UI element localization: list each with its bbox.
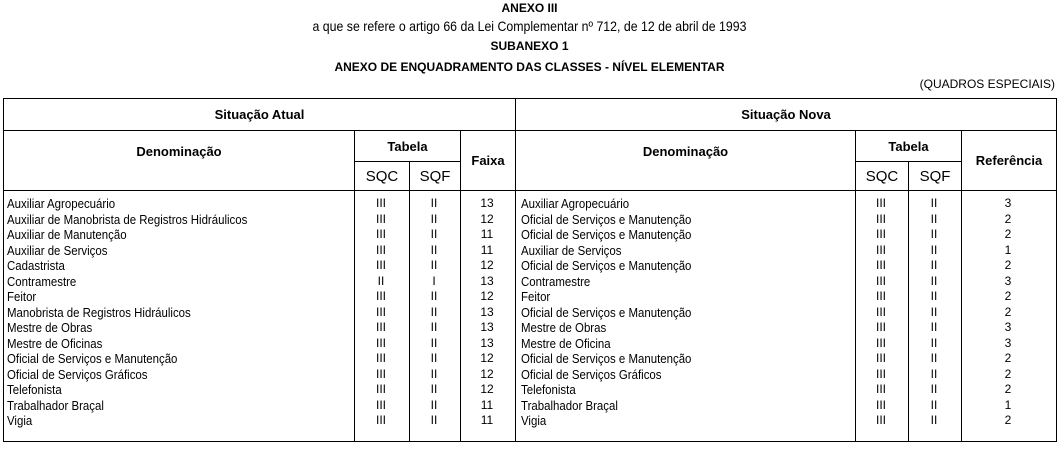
table-cell-nova: Oficial de Serviços e Manutenção bbox=[521, 304, 692, 320]
table-cell-nova: Oficial de Serviços e Manutenção bbox=[521, 351, 692, 366]
table-cell-atual: Telefonista bbox=[7, 382, 62, 397]
table-cell-faixa: 11 bbox=[480, 242, 494, 257]
table-cell-ref: 2 bbox=[1004, 351, 1012, 365]
header-situacao-nova: Situação Nova bbox=[741, 107, 831, 122]
table-cell-nsqc: III bbox=[875, 289, 886, 303]
header-denominacao-atual: Denominação bbox=[136, 143, 222, 159]
table-cell-ref: 2 bbox=[1004, 366, 1012, 381]
table-cell-nsqf: II bbox=[930, 335, 938, 350]
table-cell-atual: Mestre de Oficinas bbox=[7, 335, 103, 351]
table-cell-atual: Vigia bbox=[7, 413, 33, 428]
column-sqc-nova bbox=[855, 196, 907, 429]
table-cell-atual: Manobrista de Registros Hidráulicos bbox=[7, 304, 191, 320]
table-cell-nsqf: II bbox=[930, 211, 938, 226]
table-cell-sqc: III bbox=[375, 335, 386, 350]
table-cell-nsqf: II bbox=[930, 289, 938, 303]
table-cell-sqf: II bbox=[430, 196, 438, 210]
table-cell-ref: 2 bbox=[1004, 304, 1012, 319]
table-cell-sqf: II bbox=[430, 351, 438, 365]
table-cell-sqc: III bbox=[375, 382, 386, 396]
table-cell-sqc: III bbox=[375, 397, 386, 412]
column-faixa bbox=[460, 196, 514, 429]
table-cell-sqf: II bbox=[430, 335, 438, 350]
table-cell-sqf: II bbox=[430, 289, 438, 303]
table-cell-sqf: II bbox=[430, 320, 438, 334]
table-cell-atual: Cadastrista bbox=[7, 258, 65, 273]
table-cell-sqf: I bbox=[432, 273, 436, 288]
table-cell-faixa: 13 bbox=[480, 304, 494, 319]
table-cell-nsqf: II bbox=[930, 196, 938, 210]
subannex-title: SUBANEXO 1 bbox=[490, 39, 569, 53]
table-cell-nsqc: III bbox=[875, 351, 886, 365]
table-cell-nova: Oficial de Serviços Gráficos bbox=[521, 366, 662, 382]
header-denominacao-nova: Denominação bbox=[642, 143, 729, 159]
table-cell-sqc: III bbox=[375, 211, 386, 226]
header-tabela-atual: Tabela bbox=[387, 138, 428, 154]
table-title: ANEXO DE ENQUADRAMENTO DAS CLASSES - NÍVEL ELEMENTAR bbox=[334, 60, 725, 74]
table-cell-sqc: III bbox=[375, 289, 386, 303]
table-cell-ref: 3 bbox=[1004, 335, 1012, 350]
table-cell-sqf: II bbox=[430, 413, 438, 427]
table-cell-nsqf: II bbox=[930, 366, 938, 381]
annex-title: ANEXO III bbox=[501, 1, 558, 15]
table-cell-nsqc: III bbox=[875, 366, 886, 381]
table-cell-atual: Trabalhador Braçal bbox=[7, 397, 104, 413]
column-sqf-nova bbox=[908, 196, 960, 429]
table-cell-nova: Auxiliar de Serviços bbox=[521, 242, 622, 258]
table-cell-nsqc: III bbox=[875, 397, 886, 412]
table-cell-ref: 3 bbox=[1004, 196, 1012, 210]
table-cell-sqf: II bbox=[430, 397, 438, 412]
table-cell-sqc: III bbox=[375, 320, 386, 334]
table-cell-nsqf: II bbox=[930, 413, 938, 427]
table-cell-nsqc: III bbox=[875, 227, 886, 241]
table-cell-sqc: III bbox=[375, 413, 386, 427]
header-situacao-atual: Situação Atual bbox=[214, 107, 305, 122]
table-cell-nova: Feitor bbox=[521, 289, 551, 304]
header-faixa: Faixa bbox=[471, 153, 505, 168]
table-cell-sqc: III bbox=[375, 351, 386, 365]
table-cell-nsqc: III bbox=[875, 196, 886, 210]
table-cell-nsqc: III bbox=[875, 335, 886, 350]
table-cell-faixa: 13 bbox=[480, 196, 494, 210]
table-cell-nsqc: III bbox=[875, 211, 886, 226]
table-cell-nsqc: III bbox=[875, 382, 886, 396]
table-cell-sqc: III bbox=[375, 258, 386, 272]
table-cell-atual: Auxiliar de Manutenção bbox=[7, 227, 127, 242]
table-cell-sqf: II bbox=[430, 366, 438, 381]
header-sqf-nova: SQF bbox=[919, 167, 951, 185]
table-cell-ref: 2 bbox=[1004, 227, 1012, 241]
table-cell-nsqc: III bbox=[875, 304, 886, 319]
table-cell-nsqc: III bbox=[875, 320, 886, 334]
table-cell-atual: Feitor bbox=[7, 289, 37, 304]
table-cell-sqc: III bbox=[375, 304, 386, 319]
table-cell-nova: Oficial de Serviços e Manutenção bbox=[521, 258, 692, 273]
table-cell-nsqf: II bbox=[930, 382, 938, 396]
table-cell-sqf: II bbox=[430, 304, 438, 319]
table-cell-sqf: II bbox=[430, 242, 438, 257]
table-cell-nova: Contramestre bbox=[521, 273, 591, 289]
table-note: (QUADROS ESPECIAIS) bbox=[919, 77, 1055, 91]
table-cell-atual: Auxiliar Agropecuário bbox=[7, 196, 116, 211]
table-cell-nsqf: II bbox=[930, 397, 938, 412]
header-sqf-atual: SQF bbox=[419, 167, 451, 185]
annex-subtitle: a que se refere o artigo 66 da Lei Complementar nº 712, de 12 de abril de 1993 bbox=[312, 18, 747, 34]
table-cell-nsqf: II bbox=[930, 320, 938, 334]
table-cell-faixa: 12 bbox=[480, 382, 494, 396]
table-cell-nova: Mestre de Oficina bbox=[521, 335, 611, 351]
table-cell-faixa: 13 bbox=[480, 320, 494, 334]
table-cell-sqc: III bbox=[375, 227, 386, 241]
table-cell-nova: Telefonista bbox=[521, 382, 576, 397]
table-cell-ref: 1 bbox=[1004, 242, 1012, 257]
table-cell-nova: Trabalhador Braçal bbox=[521, 397, 618, 413]
rule-header-bottom bbox=[4, 190, 1056, 191]
table-cell-nsqc: III bbox=[875, 413, 886, 427]
table-cell-ref: 2 bbox=[1004, 413, 1012, 427]
table-cell-ref: 2 bbox=[1004, 211, 1012, 226]
table-cell-faixa: 12 bbox=[480, 351, 494, 365]
table-cell-atual: Oficial de Serviços Gráficos bbox=[7, 366, 148, 382]
header-sqc-atual: SQC bbox=[365, 167, 399, 185]
table-cell-atual: Mestre de Obras bbox=[7, 320, 93, 335]
table-cell-faixa: 13 bbox=[480, 335, 494, 350]
table-cell-ref: 2 bbox=[1004, 382, 1012, 396]
table-cell-atual: Oficial de Serviços e Manutenção bbox=[7, 351, 178, 366]
table-cell-faixa: 13 bbox=[480, 273, 494, 288]
table-cell-sqc: III bbox=[375, 196, 386, 210]
column-denominacao-nova bbox=[521, 196, 851, 429]
table-cell-sqc: III bbox=[375, 242, 386, 257]
header-tabela-nova: Tabela bbox=[888, 138, 929, 154]
table-cell-faixa: 12 bbox=[480, 289, 494, 303]
table-cell-nsqc: III bbox=[875, 273, 886, 288]
table-cell-sqf: II bbox=[430, 258, 438, 272]
column-denominacao-atual bbox=[7, 196, 347, 429]
table-cell-nsqf: II bbox=[930, 273, 938, 288]
table-cell-sqf: II bbox=[430, 227, 438, 241]
table-cell-nsqf: II bbox=[930, 242, 938, 257]
table-cell-sqf: II bbox=[430, 211, 438, 226]
table-cell-faixa: 12 bbox=[480, 366, 494, 381]
table-cell-nsqc: III bbox=[875, 258, 886, 272]
table-cell-nova: Oficial de Serviços e Manutenção bbox=[521, 211, 692, 227]
table-cell-ref: 3 bbox=[1004, 320, 1012, 334]
table-cell-nsqc: III bbox=[875, 242, 886, 257]
table-cell-sqc: II bbox=[377, 273, 385, 288]
table-cell-atual: Auxiliar de Serviços bbox=[7, 242, 108, 258]
table-cell-nova: Auxiliar Agropecuário bbox=[521, 196, 630, 211]
table-cell-atual: Contramestre bbox=[7, 273, 77, 289]
table-cell-faixa: 11 bbox=[480, 397, 494, 412]
table-cell-faixa: 12 bbox=[480, 211, 494, 226]
table-cell-ref: 1 bbox=[1004, 397, 1012, 412]
table-cell-atual: Auxiliar de Manobrista de Registros Hidráulicos bbox=[7, 211, 248, 227]
table-cell-sqf: II bbox=[430, 382, 438, 396]
column-sqc-atual bbox=[354, 196, 408, 429]
table-cell-nova: Mestre de Obras bbox=[521, 320, 607, 335]
table-cell-ref: 2 bbox=[1004, 289, 1012, 303]
column-referencia bbox=[961, 196, 1055, 429]
header-sqc-nova: SQC bbox=[865, 167, 899, 185]
table-cell-faixa: 12 bbox=[480, 258, 494, 272]
table-cell-faixa: 11 bbox=[480, 413, 494, 427]
table-cell-sqc: III bbox=[375, 366, 386, 381]
table-cell-nsqf: II bbox=[930, 227, 938, 241]
header-referencia: Referência bbox=[975, 153, 1043, 168]
table-cell-nsqf: II bbox=[930, 304, 938, 319]
table-cell-nova: Vigia bbox=[521, 413, 547, 428]
table-cell-faixa: 11 bbox=[480, 227, 494, 241]
table-cell-ref: 2 bbox=[1004, 258, 1012, 272]
table-cell-ref: 3 bbox=[1004, 273, 1012, 288]
column-sqf-atual bbox=[409, 196, 459, 429]
table-cell-nsqf: II bbox=[930, 351, 938, 365]
table-cell-nsqf: II bbox=[930, 258, 938, 272]
table-cell-nova: Oficial de Serviços e Manutenção bbox=[521, 227, 692, 242]
